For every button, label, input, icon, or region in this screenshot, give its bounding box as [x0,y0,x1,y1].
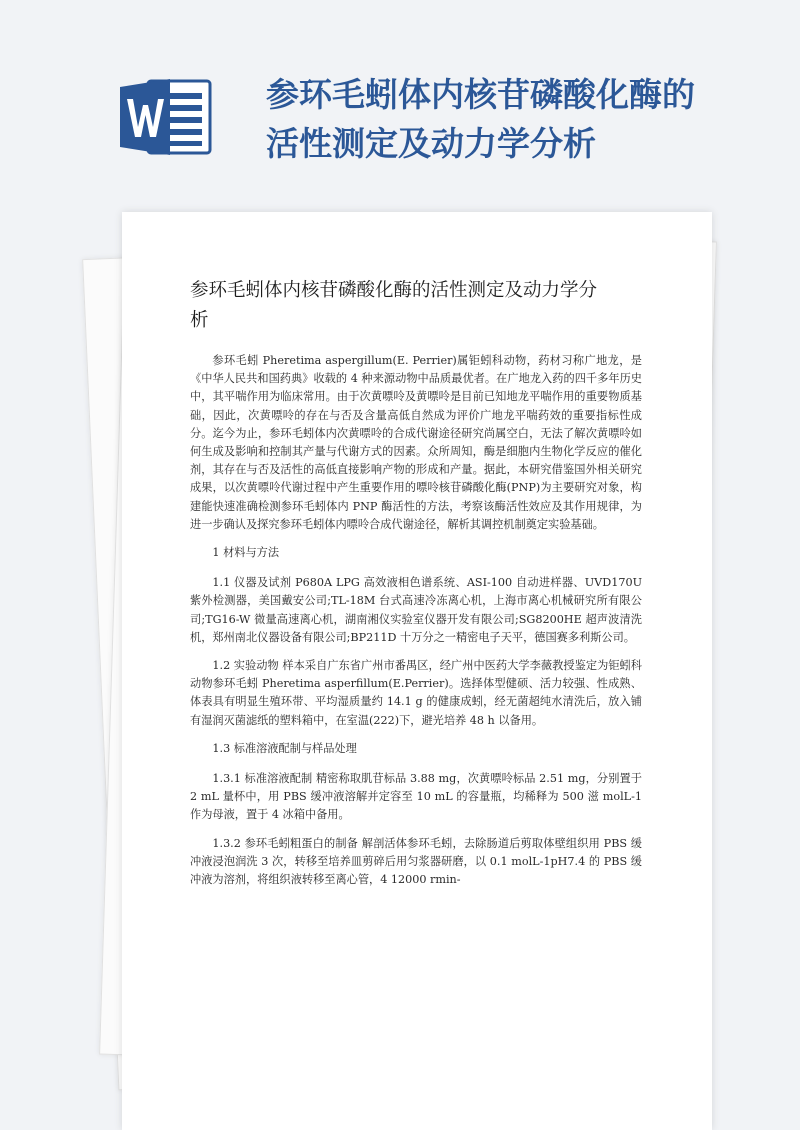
page-header [0,0,800,210]
document-title-line-2: 析 [190,310,209,331]
paragraph-crude-protein: 1.3.2 参环毛蚓粗蛋白的制备 解剖活体参环毛蚓，去除肠道后剪取体壁组织用 PBS 缓冲液浸泡润洗 3 次，转移至培养皿剪碎后用匀浆器研磨，以 0.1 molL-1pH7.4 的 PBS 缓冲液为溶剂，将组织液转移至离心管，4 12000 rmin- [190,836,642,887]
document-title-line-1: 参环毛蚓体内核苷磷酸化酶的活性测定及动力学分 [190,280,598,301]
paragraph-animals: 1.2 实验动物 样本采自广东省广州市番禺区，经广州中医药大学李薇教授鉴定为钜蚓科动物参环毛蚓 Pheretima asperfillum(E.Perrier)。选择体型健硕、活力较强、性成熟、体表具有明显生殖环带、平均湿质量约 14.1 g 的健康成蚓，经无菌超纯水清洗后，放入铺有湿润灭菌滤纸的塑料箱中，在室温(222)下，避光培养 48 h 以备用。 [190,659,642,727]
paragraph-instruments: 1.1 仪器及试剂 P680A LPG 高效液相色谱系统、ASI-100 自动进样器、UVD170U 紫外检测器，美国戴安公司;TL-18M 台式高速冷冻离心机，上海市离心机械研究所有限公司;TG16-W 微量高速离心机，湖南湘仪实验室仪器开发有限公司;SG8200HE 超声波清洗机，郑州南北仪器设备有限公司;BP211D 十万分之一精密电子天平，德国赛多利斯公司。 [190,576,642,644]
document-body [190,352,642,899]
header-title [266,70,786,168]
paragraph-intro: 参环毛蚓 Pheretima aspergillum(E. Perrier)属钜蚓科动物，药材习称广地龙，是《中华人民共和国药典》收载的 4 种来源动物中品质最优者。在广地龙入药的四千多年历史中，其平喘作用为临床常用。由于次黄嘌呤及黄嘌呤是目前已知地龙平喘作用的重要物质基础，因此，次黄嘌呤的存在与否及含量高低自然成为评价广地龙平喘药效的重要指标性成分。迄今为止，参环毛蚓体内次黄嘌呤的合成代谢途径研究尚属空白，无法了解次黄嘌呤如何生成及影响和控制其产量与代谢方式的因素。众所周知，酶是细胞内生物化学反应的催化剂，其存在与否及活性的高低直接影响产物的形成和产量。据此，本研究借鉴国外相关研究成果，以次黄嘌呤代谢过程中产生重要作用的嘌呤核苷磷酸化酶(PNP)为主要研究对象，构建能快速准确检测参环毛蚓体内 PNP 酶活性的方法，考察该酶活性效应及其作用规律，为进一步确认及探究参环毛蚓体内嘌呤合成代谢途径，解析其调控机制奠定实验基础。 [190,354,642,531]
document-page [122,212,712,1130]
header-title-line-2: 活性测定及动力学分析 [266,124,596,163]
document-title [190,276,650,336]
section-heading-standard-solution: 1.3 标准溶液配制与样品处理 [212,741,357,755]
section-heading-materials-methods: 1 材料与方法 [212,546,280,560]
header-title-line-1: 参环毛蚓体内核苷磷酸化酶的 [266,75,695,114]
paragraph-standard-prep: 1.3.1 标准溶液配制 精密称取肌苷标品 3.88 mg，次黄嘌呤标品 2.51 mg，分别置于 2 mL 量杯中，用 PBS 缓冲液溶解并定容至 10 mL 的容量瓶，均稀释为 500 滋 molL-1 作为母液，置于 4 冰箱中备用。 [190,772,642,822]
word-document-icon [118,75,214,159]
